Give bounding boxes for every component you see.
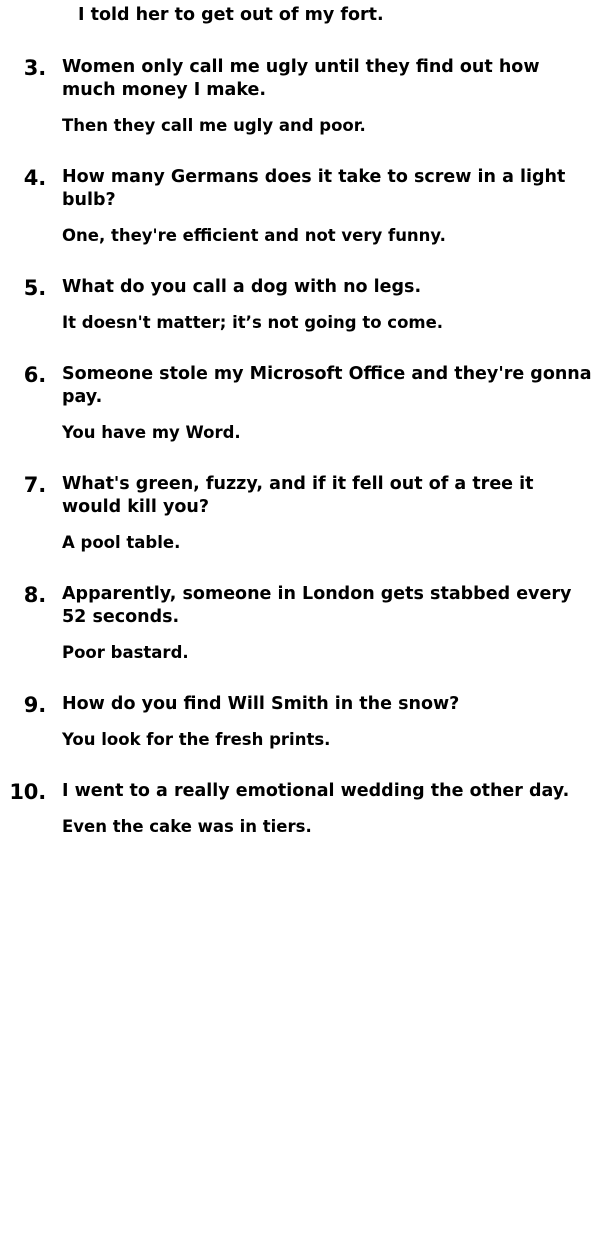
joke-number: 9. [23,693,46,718]
joke-body [62,363,596,443]
joke-item [0,780,596,837]
joke-body [62,166,596,246]
joke-number: 4. [23,166,46,191]
joke-number: 3. [23,56,46,81]
joke-item [0,56,596,136]
joke-punchline: One, they're efficient and not very funny. [62,225,446,245]
joke-setup: Apparently, someone in London gets stabbed every 52 seconds. [62,584,572,628]
joke-number: 8. [23,583,46,608]
joke-body [62,56,596,136]
joke-item [0,693,596,750]
joke-item [0,166,596,246]
joke-body [62,473,596,553]
joke-setup: What do you call a dog with no legs. [62,277,422,298]
joke-setup: Someone stole my Microsoft Office and they're gonna pay. [62,364,592,408]
joke-number: 7. [23,473,46,498]
joke-number: 5. [23,276,46,301]
joke-punchline: You have my Word. [62,422,241,442]
joke-body [62,583,596,663]
joke-punchline: Poor bastard. [62,642,189,662]
joke-body [62,693,596,750]
joke-setup: How many Germans does it take to screw in a light bulb? [62,167,566,211]
joke-setup: Women only call me ugly until they find out how much money I make. [62,57,540,101]
intro-line: I told her to get out of my fort. [78,5,384,25]
joke-item [0,276,596,333]
joke-setup: I went to a really emotional wedding the other day. [62,781,570,802]
joke-number: 10. [9,780,46,805]
joke-punchline: Even the cake was in tiers. [62,817,312,837]
joke-item [0,363,596,443]
joke-punchline: You look for the fresh prints. [62,730,331,750]
joke-punchline: A pool table. [62,532,181,552]
joke-item [0,583,596,663]
joke-item [0,473,596,553]
joke-punchline: Then they call me ugly and poor. [62,115,366,135]
joke-number: 6. [23,363,46,388]
joke-body [62,780,596,837]
joke-setup: How do you find Will Smith in the snow? [62,694,460,715]
joke-setup: What's green, fuzzy, and if it fell out of a tree it would kill you? [62,474,534,518]
joke-body [62,276,596,333]
joke-punchline: It doesn't matter; it’s not going to come. [62,313,444,333]
